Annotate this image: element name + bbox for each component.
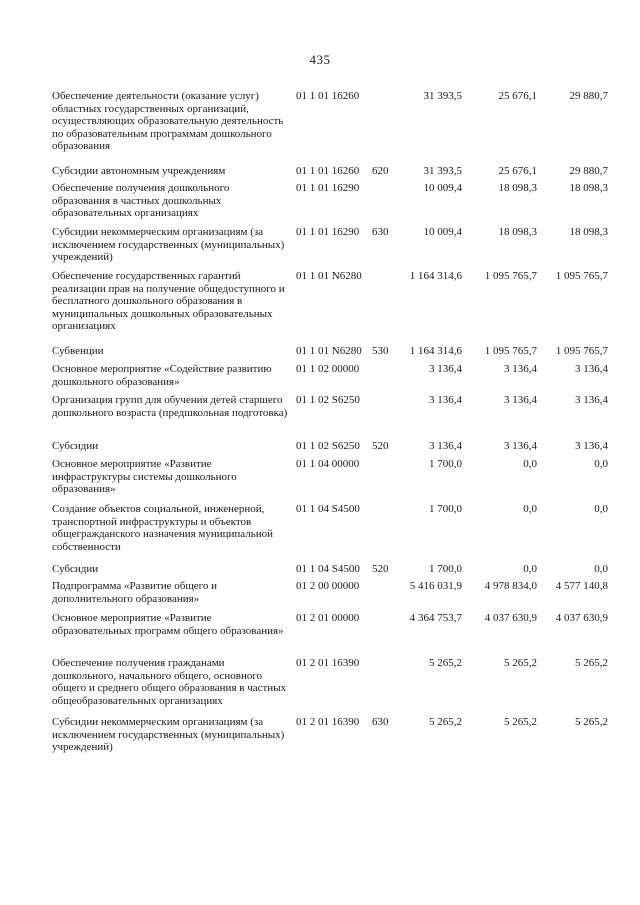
row-code: 01 2 00 00000	[296, 580, 360, 592]
row-value-2: 1 095 765,7	[484, 270, 537, 282]
row-value-2: 4 978 834,0	[484, 580, 537, 592]
row-value-2: 25 676,1	[498, 90, 537, 102]
row-name: Обеспечение деятельности (оказание услуг) областных государственных организаций, осуществляющих образовательную деятельность по образовательным программам дошкольного образования	[52, 90, 284, 153]
row-code: 01 1 02 S6250	[296, 394, 360, 406]
row-value-2: 18 098,3	[498, 226, 537, 238]
row-code: 01 2 01 00000	[296, 612, 360, 624]
row-value-2: 3 136,4	[504, 363, 537, 375]
row-value-1: 3 136,4	[429, 440, 462, 452]
row-value-2: 25 676,1	[498, 165, 537, 177]
row-value-1: 31 393,5	[423, 90, 462, 102]
row-name: Обеспечение государственных гарантий реализации прав на получение общедоступного и бесплатного дошкольного образования в муниципальных дошкольных образовательных организациях	[52, 270, 285, 333]
row-value-3: 5 265,2	[575, 716, 608, 728]
row-code: 01 1 04 S4500	[296, 503, 360, 515]
row-value-3: 18 098,3	[569, 182, 608, 194]
row-value-1: 3 136,4	[429, 363, 462, 375]
row-name: Основное мероприятие «Развитие инфраструктуры системы дошкольного образования»	[52, 458, 237, 496]
row-name: Создание объектов социальной, инженерной, транспортной инфраструктуры и объектов общегражданского назначения муниципальной собственности	[52, 503, 274, 553]
row-value-1: 5 416 031,9	[409, 580, 462, 592]
row-value-2: 0,0	[523, 458, 537, 470]
row-name: Субсидии некоммерческим организациям (за исключением государственных (муниципальных) учреждений)	[52, 226, 285, 264]
row-value-1: 1 700,0	[429, 503, 462, 515]
row-name: Субсидии	[52, 563, 99, 575]
row-value-3: 5 265,2	[575, 657, 608, 669]
row-name: Обеспечение получения дошкольного образования в частных дошкольных образовательных организациях	[52, 182, 230, 220]
row-value-2: 3 136,4	[504, 394, 537, 406]
row-value-3: 4 037 630,9	[555, 612, 608, 624]
row-value-1: 10 009,4	[423, 226, 462, 238]
row-value-2: 18 098,3	[498, 182, 537, 194]
row-value-3: 3 136,4	[575, 394, 608, 406]
row-value-1: 1 700,0	[429, 458, 462, 470]
row-value-1: 1 164 314,6	[409, 270, 462, 282]
row-value-3: 0,0	[594, 458, 608, 470]
row-code: 01 1 01 N6280	[296, 345, 362, 357]
row-code: 01 1 04 00000	[296, 458, 360, 470]
row-value-1: 5 265,2	[429, 716, 462, 728]
row-value-3: 4 577 140,8	[555, 580, 608, 592]
row-value-3: 3 136,4	[575, 363, 608, 375]
row-code: 01 2 01 16390	[296, 716, 360, 728]
row-code: 01 2 01 16390	[296, 657, 360, 669]
row-expense-type: 520	[372, 563, 389, 575]
row-code: 01 1 01 16260	[296, 165, 360, 177]
row-value-2: 5 265,2	[504, 716, 537, 728]
row-value-1: 3 136,4	[429, 394, 462, 406]
row-value-3: 29 880,7	[569, 90, 608, 102]
row-name: Основное мероприятие «Развитие образовательных программ общего образования»	[52, 612, 284, 637]
row-value-3: 0,0	[594, 563, 608, 575]
row-value-3: 3 136,4	[575, 440, 608, 452]
row-code: 01 1 01 16290	[296, 226, 360, 238]
row-value-1: 31 393,5	[423, 165, 462, 177]
row-value-2: 5 265,2	[504, 657, 537, 669]
row-code: 01 1 02 00000	[296, 363, 360, 375]
row-expense-type: 630	[372, 226, 389, 238]
page-number: 435	[309, 52, 331, 67]
row-name: Основное мероприятие «Содействие развитию дошкольного образования»	[52, 363, 272, 388]
row-value-1: 10 009,4	[423, 182, 462, 194]
row-expense-type: 530	[372, 345, 389, 357]
row-expense-type: 620	[372, 165, 389, 177]
row-name: Субсидии автономным учреждениям	[52, 165, 226, 177]
row-expense-type: 520	[372, 440, 389, 452]
row-value-3: 0,0	[594, 503, 608, 515]
row-value-2: 1 095 765,7	[484, 345, 537, 357]
row-value-1: 5 265,2	[429, 657, 462, 669]
row-value-2: 0,0	[523, 503, 537, 515]
row-code: 01 1 02 S6250	[296, 440, 360, 452]
row-value-2: 0,0	[523, 563, 537, 575]
row-name: Обеспечение получения гражданами дошкольного, начального общего, основного общего и среднего общего образования в частных общеобразовательных организациях	[52, 657, 287, 707]
row-value-3: 29 880,7	[569, 165, 608, 177]
row-value-3: 1 095 765,7	[555, 270, 608, 282]
row-code: 01 1 01 16260	[296, 90, 360, 102]
row-code: 01 1 01 16290	[296, 182, 360, 194]
row-value-3: 18 098,3	[569, 226, 608, 238]
row-value-1: 4 364 753,7	[409, 612, 462, 624]
row-name: Субвенции	[52, 345, 104, 357]
row-value-2: 4 037 630,9	[484, 612, 537, 624]
row-value-2: 3 136,4	[504, 440, 537, 452]
row-code: 01 1 01 N6280	[296, 270, 362, 282]
row-name: Субсидии	[52, 440, 99, 452]
row-name: Подпрограмма «Развитие общего и дополнительного образования»	[52, 580, 218, 605]
row-expense-type: 630	[372, 716, 389, 728]
row-value-1: 1 164 314,6	[409, 345, 462, 357]
row-value-3: 1 095 765,7	[555, 345, 608, 357]
row-name: Организация групп для обучения детей старшего дошкольного возраста (предшкольная подготовка)	[52, 394, 288, 419]
row-value-1: 1 700,0	[429, 563, 462, 575]
row-name: Субсидии некоммерческим организациям (за исключением государственных (муниципальных) учреждений)	[52, 716, 285, 754]
row-code: 01 1 04 S4500	[296, 563, 360, 575]
